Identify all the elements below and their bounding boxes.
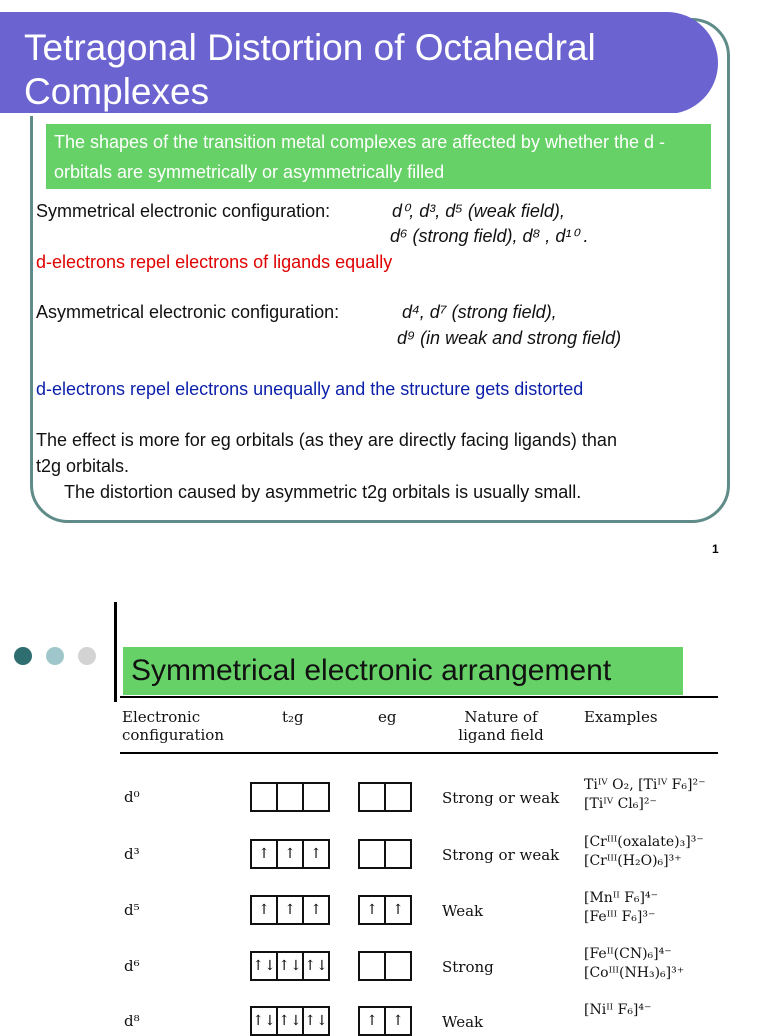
eg-boxes: ↑ ↑ [358, 1006, 412, 1036]
row-example-1: [Crᴵᴵᴵ(oxalate)₃]³⁻ [584, 834, 704, 850]
effect-line-1: The effect is more for eg orbitals (as they are directly facing ligands) than [36, 430, 617, 450]
row-example-1: [Mnᴵᴵ F₆]⁴⁻ [584, 890, 659, 906]
effect-line-3: The distortion caused by asymmetric t2g orbitals is usually small. [64, 482, 582, 502]
header-config: Electronic configuration [122, 708, 224, 744]
t2g-boxes [250, 782, 330, 812]
sym-label: Symmetrical electronic configuration: [36, 201, 331, 221]
row-example-1: [Feᴵᴵ(CN)₆]⁴⁻ [584, 946, 672, 962]
header-field: Nature of ligand field [458, 708, 544, 744]
title-bar [0, 12, 718, 114]
eg-boxes [358, 782, 412, 812]
slide-2 [0, 580, 768, 1031]
row-config: d⁸ [124, 1012, 140, 1030]
sym-line-1: d⁰, d³, d⁵ (weak field), [392, 201, 565, 221]
eg-boxes [358, 951, 412, 981]
row-field: Strong [442, 958, 494, 976]
row-config: d⁰ [124, 788, 140, 806]
slide-subtitle: Symmetrical electronic arrangement [123, 647, 683, 695]
eg-boxes: ↑ ↑ [358, 895, 412, 925]
page-number: 1 [712, 542, 719, 556]
row-example-2: [Crᴵᴵᴵ(H₂O)₆]³⁺ [584, 853, 682, 869]
row-example-2: [Tiᴵⱽ Cl₆]²⁻ [584, 796, 657, 812]
row-field: Weak [442, 1013, 484, 1031]
t2g-boxes: ↑↓ ↑↓ ↑↓ [250, 951, 330, 981]
row-field: Weak [442, 902, 484, 920]
eg-boxes [358, 839, 412, 869]
row-field: Strong or weak [442, 789, 560, 807]
header-eg: eg [378, 708, 397, 726]
row-field: Strong or weak [442, 846, 560, 864]
row-config: d³ [124, 845, 140, 863]
header-examples: Examples [584, 708, 658, 726]
sym-effect: d-electrons repel electrons of ligands equally [36, 252, 393, 272]
t2g-boxes: ↑ ↑ ↑ [250, 839, 330, 869]
t2g-boxes: ↑ ↑ ↑ [250, 895, 330, 925]
asym-line-2: d⁹ (in weak and strong field) [397, 328, 622, 348]
row-config: d⁵ [124, 901, 140, 919]
slide-title: Tetragonal Distortion of Octahedral Complexes [24, 27, 596, 112]
row-example-1: Tiᴵⱽ O₂, [Tiᴵⱽ F₆]²⁻ [584, 777, 706, 793]
table-header-rule [120, 752, 718, 754]
nav-dot-3 [78, 647, 96, 665]
asym-label: Asymmetrical electronic configuration: [36, 302, 340, 322]
nav-dot-1 [14, 647, 32, 665]
effect-line-2: t2g orbitals. [36, 456, 130, 476]
row-example-2: [Feᴵᴵᴵ F₆]³⁻ [584, 909, 656, 925]
asym-effect: d-electrons repel electrons unequally and the structure gets distorted [36, 379, 584, 399]
row-example-1: [Niᴵᴵ F₆]⁴⁻ [584, 1002, 652, 1018]
t2g-boxes: ↑↓ ↑↓ ↑↓ [250, 1006, 330, 1036]
table-top-rule [120, 696, 718, 698]
nav-dot-2 [46, 647, 64, 665]
title-underline [0, 113, 680, 116]
intro-box: The shapes of the transition metal complexes are affected by whether the d -orbitals are symmetrically or asymmetrically filled [46, 124, 711, 189]
header-t2g: t₂g [282, 708, 304, 726]
divider-line [114, 602, 117, 702]
row-example-2: [Coᴵᴵᴵ(NH₃)₆]³⁺ [584, 965, 685, 981]
row-config: d⁶ [124, 957, 140, 975]
sym-line-2: d⁶ (strong field), d⁸ , d¹⁰ . [390, 226, 589, 246]
asym-line-1: d⁴, d⁷ (strong field), [402, 302, 557, 322]
